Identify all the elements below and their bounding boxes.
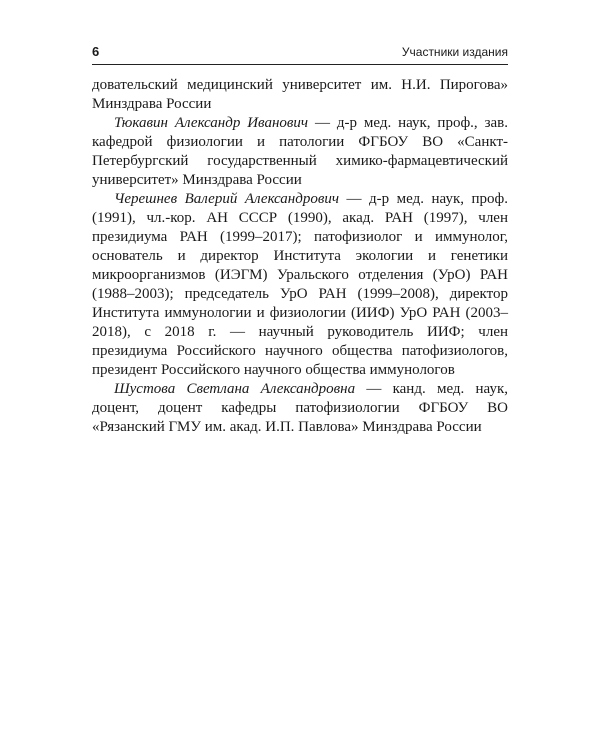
contributor-description: — д-р мед. наук, проф., зав. кафедрой физиологии и патологии ФГБОУ ВО «Санкт-Петербургский государственный химико-фармацевтический университет» Минздрава России: [92, 115, 508, 188]
contributor-name: Тюкавин Александр Иванович: [114, 115, 309, 131]
contributor-name: Черешнев Валерий Александрович: [114, 191, 339, 207]
page-number: 6: [92, 44, 100, 59]
running-header: [92, 44, 508, 65]
contributor-name: Шустова Светлана Александровна: [114, 381, 356, 397]
contributor-description: — канд. мед. наук, доцент, доцент кафедры патофизиологии ФГБОУ ВО «Рязанский ГМУ им. акад. И.П. Павлова» Минздрава России: [92, 381, 508, 435]
contributor-entry: [92, 114, 508, 190]
continued-paragraph: довательский медицинский университет им. Н.И. Пирогова» Минздрава России: [92, 77, 508, 112]
contributor-entry: [92, 380, 508, 437]
contributor-entry: [92, 190, 508, 380]
running-head-title: Участники издания: [401, 45, 508, 59]
page-body: [92, 76, 508, 437]
contributor-description: — д-р мед. наук, проф. (1991), чл.-кор. АН СССР (1990), акад. РАН (1997), член президиума РАН (1999–2017); патофизиолог и иммунолог, основатель и директор Института экологии и генетики микроорганизмов (ИЭГМ) Уральского отделения (УрО) РАН (1988–2003); председатель УрО РАН (1999–2008), директор Института иммунологии и физиологии (ИИФ) УрО РАН (2003–2018), с 2018 г. — научный руководитель ИИФ; член президиума Российского научного общества патофизиологов, президент Российского научного общества иммунологов: [92, 191, 508, 378]
